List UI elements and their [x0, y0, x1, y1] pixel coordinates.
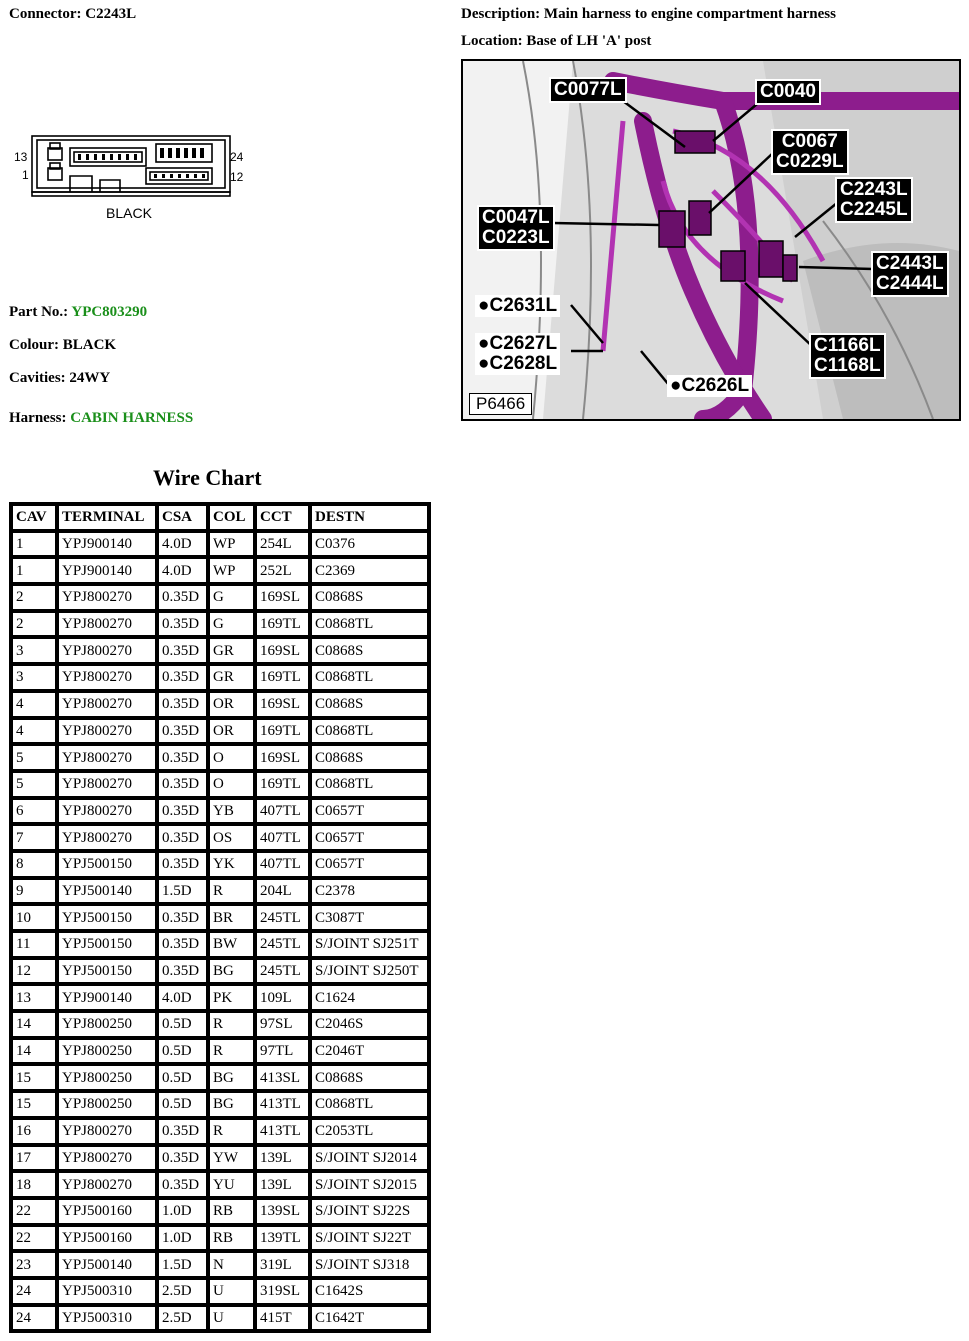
- table-row: [11, 771, 429, 798]
- cell-csa: 1.0D: [157, 1198, 208, 1225]
- cell-col: GR: [208, 637, 255, 664]
- cell-destn: C0657T: [310, 851, 429, 878]
- table-row: [11, 1171, 429, 1198]
- cell-cav: 24: [11, 1278, 57, 1305]
- callout-c2626l: ●C2626L: [667, 375, 752, 397]
- connector-face-drawing: [10, 128, 250, 228]
- cell-cct: 407TL: [255, 798, 310, 825]
- callout-c0067: C0067: [781, 131, 838, 152]
- cell-destn: S/JOINT SJ2015: [310, 1171, 429, 1198]
- description-value: Main harness to engine compartment harness: [543, 6, 836, 22]
- cell-terminal: YPJ800250: [57, 1091, 157, 1118]
- cell-col: WP: [208, 557, 255, 584]
- cell-col: U: [208, 1305, 255, 1332]
- cell-destn: C2378: [310, 878, 429, 905]
- cell-csa: 0.35D: [157, 718, 208, 745]
- cell-destn: C0868TL: [310, 611, 429, 638]
- cell-terminal: YPJ800270: [57, 718, 157, 745]
- pin-label-1: 1: [22, 168, 29, 182]
- cell-cct: 407TL: [255, 851, 310, 878]
- cell-destn: C0868TL: [310, 718, 429, 745]
- cell-terminal: YPJ800270: [57, 744, 157, 771]
- cell-destn: C1642T: [310, 1305, 429, 1332]
- cell-col: PK: [208, 984, 255, 1011]
- cavities-value: 24WY: [69, 370, 111, 386]
- header-cav: CAV: [11, 504, 57, 531]
- callout-c2444l: C2444L: [876, 273, 944, 294]
- cell-cav: 8: [11, 851, 57, 878]
- pin-label-12: 12: [230, 170, 244, 184]
- cell-cav: 6: [11, 798, 57, 825]
- connector-line: [9, 6, 136, 23]
- cell-destn: C0868TL: [310, 664, 429, 691]
- cell-destn: C0868S: [310, 584, 429, 611]
- cell-cct: 413TL: [255, 1118, 310, 1145]
- cell-csa: 0.5D: [157, 1038, 208, 1065]
- cell-terminal: YPJ800250: [57, 1038, 157, 1065]
- header-cct: CCT: [255, 504, 310, 531]
- cell-csa: 1.5D: [157, 1251, 208, 1278]
- cell-cav: 1: [11, 557, 57, 584]
- part-line: [9, 304, 147, 321]
- cell-cct: 407TL: [255, 824, 310, 851]
- callout-c2443l: C2443L: [876, 253, 944, 274]
- cell-terminal: YPJ500310: [57, 1305, 157, 1332]
- location-line: [461, 33, 651, 50]
- location-label: Location:: [461, 33, 523, 49]
- table-row: [11, 878, 429, 905]
- table-row: [11, 744, 429, 771]
- cell-cav: 22: [11, 1198, 57, 1225]
- cell-cct: 169TL: [255, 611, 310, 638]
- cell-cct: 139SL: [255, 1198, 310, 1225]
- cell-cav: 14: [11, 1038, 57, 1065]
- cell-col: O: [208, 744, 255, 771]
- cell-terminal: YPJ800270: [57, 1118, 157, 1145]
- callout-c0223l: C0223L: [482, 227, 550, 248]
- cell-cav: 16: [11, 1118, 57, 1145]
- table-row: [11, 611, 429, 638]
- cell-col: BG: [208, 1091, 255, 1118]
- cell-col: R: [208, 1011, 255, 1038]
- cell-cav: 2: [11, 584, 57, 611]
- cell-destn: C0868TL: [310, 1091, 429, 1118]
- callout-c2243l: C2243L: [840, 179, 908, 200]
- cell-cct: 413TL: [255, 1091, 310, 1118]
- table-row: [11, 798, 429, 825]
- harness-value: CABIN HARNESS: [70, 410, 194, 426]
- cell-destn: C0868S: [310, 637, 429, 664]
- cell-terminal: YPJ800270: [57, 1145, 157, 1172]
- part-number: YPC803290: [71, 304, 148, 320]
- cell-cav: 10: [11, 904, 57, 931]
- wire-chart-title: Wire Chart: [153, 465, 262, 490]
- cell-csa: 4.0D: [157, 984, 208, 1011]
- table-row: [11, 1064, 429, 1091]
- cell-terminal: YPJ500140: [57, 1251, 157, 1278]
- cell-cav: 14: [11, 1011, 57, 1038]
- cell-csa: 0.35D: [157, 904, 208, 931]
- callout-c0047l-c0223l: [477, 205, 555, 251]
- cell-csa: 0.5D: [157, 1064, 208, 1091]
- cell-cct: 109L: [255, 984, 310, 1011]
- callout-c1168l: C1168L: [814, 355, 881, 376]
- cell-cav: 3: [11, 637, 57, 664]
- cell-destn: C2369: [310, 557, 429, 584]
- table-row: [11, 824, 429, 851]
- cell-col: YW: [208, 1145, 255, 1172]
- cell-col: GR: [208, 664, 255, 691]
- cell-cct: 169TL: [255, 718, 310, 745]
- header-destn: DESTN: [310, 504, 429, 531]
- table-row: [11, 1305, 429, 1332]
- cell-cct: 413SL: [255, 1064, 310, 1091]
- cell-cav: 15: [11, 1064, 57, 1091]
- cell-col: YK: [208, 851, 255, 878]
- cell-cav: 17: [11, 1145, 57, 1172]
- colour-value: BLACK: [62, 337, 117, 353]
- cell-csa: 0.35D: [157, 1171, 208, 1198]
- callout-c0047l: C0047L: [482, 207, 550, 228]
- cell-destn: C0868S: [310, 691, 429, 718]
- cell-csa: 0.35D: [157, 771, 208, 798]
- cell-csa: 0.35D: [157, 611, 208, 638]
- cell-csa: 0.35D: [157, 691, 208, 718]
- cell-csa: 0.35D: [157, 824, 208, 851]
- cell-terminal: YPJ500160: [57, 1225, 157, 1252]
- cell-terminal: YPJ500150: [57, 851, 157, 878]
- table-row: [11, 851, 429, 878]
- cell-terminal: YPJ500150: [57, 931, 157, 958]
- cell-col: BR: [208, 904, 255, 931]
- cell-terminal: YPJ800250: [57, 1064, 157, 1091]
- table-row: [11, 931, 429, 958]
- photo-reference: P6466: [469, 393, 532, 415]
- callout-c0040: C0040: [755, 79, 821, 105]
- cell-csa: 0.35D: [157, 744, 208, 771]
- cell-col: WP: [208, 531, 255, 558]
- table-row: [11, 1198, 429, 1225]
- callout-c0229l: C0229L: [776, 151, 844, 172]
- table-row: [11, 958, 429, 985]
- cell-cav: 4: [11, 718, 57, 745]
- cell-terminal: YPJ900140: [57, 984, 157, 1011]
- cell-destn: C0868S: [310, 1064, 429, 1091]
- part-label: Part No.:: [9, 304, 69, 320]
- cell-destn: S/JOINT SJ250T: [310, 958, 429, 985]
- cell-terminal: YPJ500160: [57, 1198, 157, 1225]
- pin-label-24: 24: [230, 150, 244, 164]
- connector-value: C2243L: [85, 6, 137, 22]
- cell-destn: S/JOINT SJ318: [310, 1251, 429, 1278]
- cell-cav: 5: [11, 744, 57, 771]
- cell-cct: 169SL: [255, 637, 310, 664]
- location-value: Base of LH 'A' post: [526, 33, 652, 49]
- cell-col: OS: [208, 824, 255, 851]
- cell-cct: 139L: [255, 1145, 310, 1172]
- cell-destn: C0376: [310, 531, 429, 558]
- cell-cct: 319L: [255, 1251, 310, 1278]
- cell-col: R: [208, 1038, 255, 1065]
- table-row: [11, 718, 429, 745]
- cell-csa: 4.0D: [157, 531, 208, 558]
- cell-col: U: [208, 1278, 255, 1305]
- cell-terminal: YPJ900140: [57, 531, 157, 558]
- cell-cav: 13: [11, 984, 57, 1011]
- cell-cct: 97TL: [255, 1038, 310, 1065]
- cell-cct: 415T: [255, 1305, 310, 1332]
- table-row: [11, 1278, 429, 1305]
- colour-label: Colour:: [9, 337, 59, 353]
- cell-destn: C0657T: [310, 798, 429, 825]
- table-row: [11, 1091, 429, 1118]
- cell-csa: 2.5D: [157, 1305, 208, 1332]
- callout-c1166l-c1168l: [809, 333, 886, 379]
- cell-destn: C0868S: [310, 744, 429, 771]
- cell-terminal: YPJ500310: [57, 1278, 157, 1305]
- callout-c2626l-text: C2626L: [681, 375, 750, 396]
- callout-c2628l: ●C2628L: [478, 353, 558, 374]
- cell-destn: C1642S: [310, 1278, 429, 1305]
- cell-col: RB: [208, 1225, 255, 1252]
- header-csa: CSA: [157, 504, 208, 531]
- cell-cav: 4: [11, 691, 57, 718]
- cell-csa: 0.35D: [157, 1118, 208, 1145]
- callout-c2627l: ●C2627L: [478, 333, 558, 354]
- table-row: [11, 664, 429, 691]
- cell-cct: 245TL: [255, 931, 310, 958]
- cell-destn: C2053TL: [310, 1118, 429, 1145]
- cavities-line: [9, 370, 110, 387]
- cell-col: N: [208, 1251, 255, 1278]
- callout-c2631l-text: C2631L: [489, 295, 558, 316]
- header-terminal: TERMINAL: [57, 504, 157, 531]
- table-row: [11, 1225, 429, 1252]
- cell-col: OR: [208, 718, 255, 745]
- cell-terminal: YPJ900140: [57, 557, 157, 584]
- table-row: [11, 637, 429, 664]
- cell-csa: 0.35D: [157, 637, 208, 664]
- cell-col: R: [208, 878, 255, 905]
- cell-terminal: YPJ800270: [57, 1171, 157, 1198]
- cell-col: BG: [208, 1064, 255, 1091]
- wire-chart-table: [9, 502, 431, 1333]
- cell-destn: S/JOINT SJ22S: [310, 1198, 429, 1225]
- cell-csa: 4.0D: [157, 557, 208, 584]
- cell-cct: 169SL: [255, 744, 310, 771]
- table-row: [11, 1118, 429, 1145]
- cell-cav: 12: [11, 958, 57, 985]
- cell-destn: C0868TL: [310, 771, 429, 798]
- callout-c0067-c0229l: [771, 129, 849, 175]
- cell-destn: S/JOINT SJ2014: [310, 1145, 429, 1172]
- cell-terminal: YPJ800270: [57, 611, 157, 638]
- table-row: [11, 557, 429, 584]
- cell-cct: 252L: [255, 557, 310, 584]
- cell-csa: 2.5D: [157, 1278, 208, 1305]
- cell-destn: C0657T: [310, 824, 429, 851]
- cell-terminal: YPJ800270: [57, 798, 157, 825]
- callout-c2628l-text: C2628L: [489, 353, 558, 374]
- wire-chart-header-row: [11, 504, 429, 531]
- cell-terminal: YPJ500150: [57, 958, 157, 985]
- cell-destn: C1624: [310, 984, 429, 1011]
- cell-terminal: YPJ800270: [57, 637, 157, 664]
- callout-c1166l: C1166L: [814, 335, 881, 356]
- cell-cav: 24: [11, 1305, 57, 1332]
- cell-cct: 169SL: [255, 584, 310, 611]
- callout-c2245l: C2245L: [840, 199, 908, 220]
- cell-cav: 7: [11, 824, 57, 851]
- table-row: [11, 1145, 429, 1172]
- cell-terminal: YPJ800270: [57, 824, 157, 851]
- table-row: [11, 1251, 429, 1278]
- callout-c2443l-c2444l: [871, 251, 949, 297]
- table-row: [11, 584, 429, 611]
- location-photo: [461, 59, 961, 421]
- cavities-label: Cavities:: [9, 370, 66, 386]
- cell-cct: 319SL: [255, 1278, 310, 1305]
- cell-cct: 139L: [255, 1171, 310, 1198]
- cell-cct: 254L: [255, 531, 310, 558]
- cell-cav: 3: [11, 664, 57, 691]
- cell-col: BG: [208, 958, 255, 985]
- cell-terminal: YPJ800270: [57, 771, 157, 798]
- colour-line: [9, 337, 116, 354]
- cell-cav: 18: [11, 1171, 57, 1198]
- cell-cct: 139TL: [255, 1225, 310, 1252]
- cell-col: OR: [208, 691, 255, 718]
- cell-cct: 245TL: [255, 958, 310, 985]
- callout-c0077l: C0077L: [549, 77, 627, 103]
- cell-terminal: YPJ800270: [57, 584, 157, 611]
- cell-col: BW: [208, 931, 255, 958]
- cell-csa: 0.35D: [157, 798, 208, 825]
- cell-destn: C2046T: [310, 1038, 429, 1065]
- pin-label-13: 13: [14, 150, 28, 164]
- table-row: [11, 1038, 429, 1065]
- cell-cav: 11: [11, 931, 57, 958]
- callout-c2627l-text: C2627L: [489, 333, 558, 354]
- cell-csa: 0.35D: [157, 958, 208, 985]
- cell-destn: S/JOINT SJ22T: [310, 1225, 429, 1252]
- cell-terminal: YPJ800270: [57, 691, 157, 718]
- description-label: Description:: [461, 6, 541, 22]
- cell-cav: 1: [11, 531, 57, 558]
- cell-terminal: YPJ800270: [57, 664, 157, 691]
- cell-cct: 97SL: [255, 1011, 310, 1038]
- cell-csa: 0.5D: [157, 1091, 208, 1118]
- header-col: COL: [208, 504, 255, 531]
- cell-col: YB: [208, 798, 255, 825]
- cell-cav: 5: [11, 771, 57, 798]
- cell-terminal: YPJ500140: [57, 878, 157, 905]
- cell-terminal: YPJ800250: [57, 1011, 157, 1038]
- cell-destn: C2046S: [310, 1011, 429, 1038]
- table-row: [11, 984, 429, 1011]
- harness-line: [9, 410, 193, 427]
- callout-c2631l: ●C2631L: [475, 295, 560, 317]
- cell-destn: S/JOINT SJ251T: [310, 931, 429, 958]
- wire-chart-body: [11, 531, 429, 1332]
- cell-col: G: [208, 584, 255, 611]
- cell-csa: 0.35D: [157, 851, 208, 878]
- description-line: [461, 6, 836, 23]
- cell-col: R: [208, 1118, 255, 1145]
- cell-destn: C3087T: [310, 904, 429, 931]
- cell-csa: 0.35D: [157, 1145, 208, 1172]
- drawing-colour-label: BLACK: [106, 205, 152, 221]
- cell-csa: 0.35D: [157, 584, 208, 611]
- cell-cct: 204L: [255, 878, 310, 905]
- cell-cav: 23: [11, 1251, 57, 1278]
- cell-cct: 245TL: [255, 904, 310, 931]
- cell-cav: 9: [11, 878, 57, 905]
- cell-col: G: [208, 611, 255, 638]
- cell-col: O: [208, 771, 255, 798]
- table-row: [11, 1011, 429, 1038]
- table-row: [11, 531, 429, 558]
- cell-cct: 169TL: [255, 664, 310, 691]
- callout-c2243l-c2245l: [835, 177, 913, 223]
- cell-cav: 15: [11, 1091, 57, 1118]
- cell-csa: 1.0D: [157, 1225, 208, 1252]
- callout-c2627l-c2628l: [475, 333, 560, 375]
- table-row: [11, 904, 429, 931]
- harness-label: Harness:: [9, 410, 67, 426]
- cell-csa: 0.5D: [157, 1011, 208, 1038]
- cell-cct: 169TL: [255, 771, 310, 798]
- cell-cav: 22: [11, 1225, 57, 1252]
- cell-cct: 169SL: [255, 691, 310, 718]
- cell-col: RB: [208, 1198, 255, 1225]
- cell-terminal: YPJ500150: [57, 904, 157, 931]
- cell-col: YU: [208, 1171, 255, 1198]
- cell-csa: 0.35D: [157, 664, 208, 691]
- table-row: [11, 691, 429, 718]
- cell-cav: 2: [11, 611, 57, 638]
- connector-label: Connector:: [9, 6, 82, 22]
- cell-csa: 0.35D: [157, 931, 208, 958]
- cell-csa: 1.5D: [157, 878, 208, 905]
